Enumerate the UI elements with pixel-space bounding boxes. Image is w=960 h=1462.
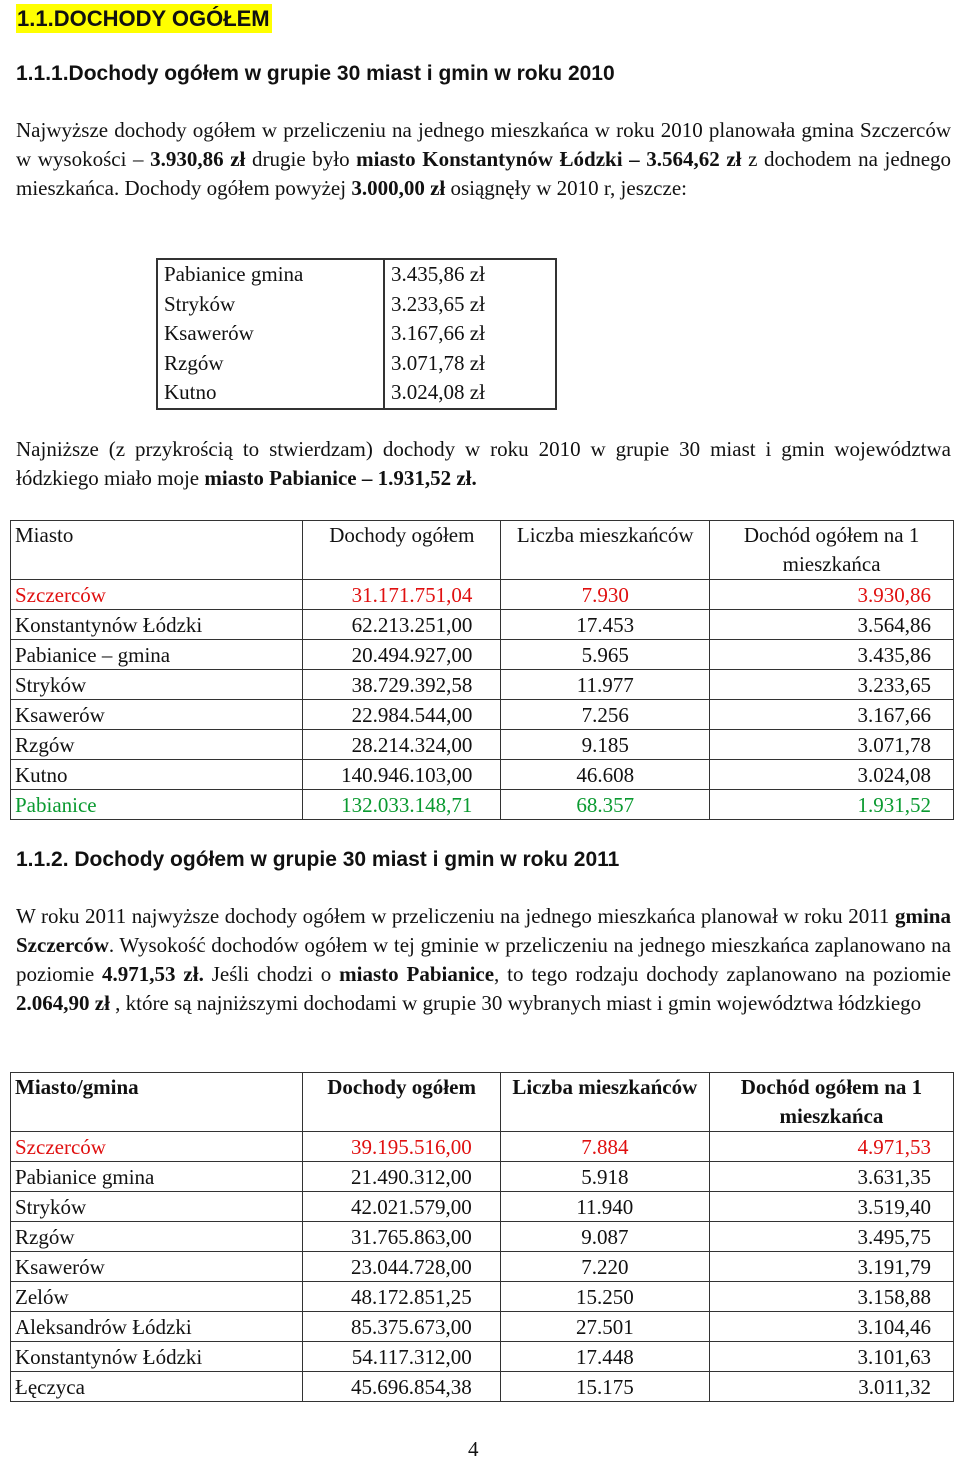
cell-income-per-capita: 3.631,35	[709, 1162, 953, 1192]
cell-total-income: 31.171.751,04	[303, 580, 501, 610]
cell-city: Szczerców	[11, 1132, 303, 1162]
list-item-value: 3.024,08 zł	[391, 380, 485, 404]
cell-city: Pabianice – gmina	[11, 640, 303, 670]
table-2011-body	[11, 1132, 954, 1402]
para-text-5: , które są najniższymi dochodami w grupie 30 wybranych miast i gmin województwa łódzkiego	[109, 991, 922, 1015]
list-item-name: Ksawerów	[164, 321, 254, 345]
table-header-row	[11, 521, 954, 580]
cell-population: 15.175	[500, 1372, 709, 1402]
main-heading: 1.1.DOCHODY OGÓŁEM	[17, 6, 270, 31]
table-row	[11, 1342, 954, 1372]
cell-population: 17.448	[500, 1342, 709, 1372]
cell-population: 46.608	[501, 760, 710, 790]
cell-population: 27.501	[500, 1312, 709, 1342]
cell-income-per-capita: 3.930,86	[710, 580, 954, 610]
cell-total-income: 22.984.544,00	[303, 700, 501, 730]
above-3000-names-cell	[157, 259, 384, 409]
cell-population: 7.930	[501, 580, 710, 610]
cell-total-income: 38.729.392,58	[303, 670, 501, 700]
para-text-2: . Wysokość dochodów ogółem w tej gminie w przeliczeniu na jednego mieszkańca zaplanowano na poziomie	[16, 933, 951, 986]
header-population: Liczba mieszkańców	[500, 1073, 709, 1132]
cell-population: 7.256	[501, 700, 710, 730]
cell-total-income: 23.044.728,00	[303, 1252, 500, 1282]
cell-city: Rzgów	[11, 730, 303, 760]
cell-population: 9.185	[501, 730, 710, 760]
table-row	[11, 700, 954, 730]
list-item-name: Stryków	[164, 291, 236, 316]
cell-population: 5.918	[500, 1162, 709, 1192]
para-text-3: Jeśli chodzi o	[203, 962, 340, 986]
table-2011	[10, 1072, 954, 1402]
para-bold-4: 2.064,90 zł	[16, 991, 110, 1015]
cell-income-per-capita: 4.971,53	[709, 1132, 953, 1162]
cell-city: Konstantynów Łódzki	[11, 1342, 303, 1372]
list-item-name: Kutno	[164, 380, 217, 404]
cell-city: Łęczyca	[11, 1372, 303, 1402]
cell-population: 11.940	[500, 1192, 709, 1222]
para-bold-3: miasto Pabianice	[339, 962, 495, 986]
table-row	[11, 670, 954, 700]
cell-city: Stryków	[11, 1192, 303, 1222]
header-city: Miasto/gmina	[11, 1073, 303, 1132]
cell-income-per-capita: 3.495,75	[709, 1222, 953, 1252]
cell-population: 15.250	[500, 1282, 709, 1312]
table-row	[11, 1312, 954, 1342]
table-row	[11, 790, 954, 820]
cell-city: Konstantynów Łódzki	[11, 610, 303, 640]
table-row	[11, 1252, 954, 1282]
cell-total-income: 45.696.854,38	[303, 1372, 500, 1402]
cell-city: Rzgów	[11, 1222, 303, 1252]
intro-bold-3: 3.000,00 zł	[351, 176, 446, 200]
header-population: Liczba mieszkańców	[501, 521, 710, 580]
cell-population: 5.965	[501, 640, 710, 670]
cell-population: 68.357	[501, 790, 710, 820]
table-row	[11, 730, 954, 760]
cell-income-per-capita: 3.011,32	[709, 1372, 953, 1402]
list-item-value: 3.167,66 zł	[391, 321, 485, 345]
cell-total-income: 21.490.312,00	[303, 1162, 500, 1192]
section-2011-paragraph	[16, 902, 951, 1018]
table-row	[11, 580, 954, 610]
lowest-text: Najniższe (z przykrością to stwierdzam) dochody w roku 2010 w grupie 30 miast i gmin województwa łódzkiego miało moje	[16, 437, 951, 490]
cell-city: Ksawerów	[11, 1252, 303, 1282]
intro-text-2: drugie było	[245, 147, 357, 171]
cell-income-per-capita: 3.024,08	[710, 760, 954, 790]
cell-income-per-capita: 3.167,66	[710, 700, 954, 730]
para-text-4: , to tego rodzaju dochody zaplanowano na poziomie	[494, 962, 951, 986]
table-header-row	[11, 1073, 954, 1132]
cell-city: Ksawerów	[11, 700, 303, 730]
cell-city: Zelów	[11, 1282, 303, 1312]
cell-total-income: 42.021.579,00	[303, 1192, 500, 1222]
cell-total-income: 62.213.251,00	[303, 610, 501, 640]
cell-total-income: 28.214.324,00	[303, 730, 501, 760]
cell-city: Pabianice	[11, 790, 303, 820]
table-2010	[10, 520, 954, 820]
cell-total-income: 140.946.103,00	[303, 760, 501, 790]
cell-population: 11.977	[501, 670, 710, 700]
table-row	[11, 1132, 954, 1162]
table-row	[11, 1222, 954, 1252]
header-total-income: Dochody ogółem	[303, 521, 501, 580]
list-item-value: 3.435,86 zł	[391, 262, 485, 286]
cell-income-per-capita: 3.104,46	[709, 1312, 953, 1342]
cell-income-per-capita: 3.564,86	[710, 610, 954, 640]
list-item-value: 3.233,65 zł	[391, 291, 485, 316]
cell-total-income: 48.172.851,25	[303, 1282, 500, 1312]
cell-total-income: 20.494.927,00	[303, 640, 501, 670]
intro-bold-1: 3.930,86 zł	[150, 147, 246, 171]
table-row	[11, 1162, 954, 1192]
cell-population: 17.453	[501, 610, 710, 640]
cell-income-per-capita: 3.233,65	[710, 670, 954, 700]
cell-total-income: 85.375.673,00	[303, 1312, 500, 1342]
cell-total-income: 39.195.516,00	[303, 1132, 500, 1162]
list-item-value: 3.071,78 zł	[391, 350, 485, 375]
table-row	[11, 1372, 954, 1402]
cell-income-per-capita: 1.931,52	[710, 790, 954, 820]
intro-text-4: osiągnęły w 2010 r, jeszcze:	[445, 176, 687, 200]
cell-city: Aleksandrów Łódzki	[11, 1312, 303, 1342]
cell-total-income: 31.765.863,00	[303, 1222, 500, 1252]
header-total-income: Dochody ogółem	[303, 1073, 500, 1132]
cell-income-per-capita: 3.158,88	[709, 1282, 953, 1312]
cell-population: 9.087	[500, 1222, 709, 1252]
cell-city: Szczerców	[11, 580, 303, 610]
section-2011-heading: 1.1.2. Dochody ogółem w grupie 30 miast i gmin w roku 2011	[16, 848, 620, 871]
table-row	[11, 640, 954, 670]
list-item-name: Rzgów	[164, 350, 224, 375]
table-row	[11, 1282, 954, 1312]
cell-income-per-capita: 3.435,86	[710, 640, 954, 670]
cell-income-per-capita: 3.071,78	[710, 730, 954, 760]
table-row	[11, 760, 954, 790]
cell-city: Stryków	[11, 670, 303, 700]
above-3000-values-cell	[384, 259, 556, 409]
lowest-bold: miasto Pabianice – 1.931,52 zł.	[204, 466, 477, 490]
section-2010-lowest	[16, 435, 951, 493]
para-bold-2: 4.971,53 zł.	[102, 962, 204, 986]
cell-total-income: 132.033.148,71	[303, 790, 501, 820]
section-2010-heading: 1.1.1.Dochody ogółem w grupie 30 miast i gmin w roku 2010	[16, 62, 615, 85]
cell-city: Kutno	[11, 760, 303, 790]
header-income-per-capita: Dochód ogółem na 1 mieszkańca	[710, 521, 954, 580]
para-bold-1: gmina Szczerców	[16, 904, 951, 957]
section-2010-intro	[16, 116, 951, 203]
cell-city: Pabianice gmina	[11, 1162, 303, 1192]
list-item-name: Pabianice gmina	[164, 262, 304, 286]
table-row	[11, 1192, 954, 1222]
cell-income-per-capita: 3.101,63	[709, 1342, 953, 1372]
header-city: Miasto	[11, 521, 303, 580]
above-3000-table	[156, 258, 557, 410]
intro-text-3: z dochodem na jednego mieszkańca. Dochody ogółem powyżej	[16, 147, 952, 200]
cell-population: 7.220	[500, 1252, 709, 1282]
header-income-per-capita: Dochód ogółem na 1 mieszkańca	[709, 1073, 953, 1132]
intro-text-1: Najwyższe dochody ogółem w przeliczeniu na jednego mieszkańca w roku 2010 planowała gmina Szczerców w wysokości –	[16, 118, 951, 171]
cell-income-per-capita: 3.519,40	[709, 1192, 953, 1222]
table-2010-body	[11, 580, 954, 820]
table-row	[11, 610, 954, 640]
page-number: 4	[468, 1437, 479, 1461]
para-text-1: W roku 2011 najwyższe dochody ogółem w przeliczeniu na jednego mieszkańca planował w roku 2011	[16, 904, 895, 928]
cell-income-per-capita: 3.191,79	[709, 1252, 953, 1282]
cell-population: 7.884	[500, 1132, 709, 1162]
intro-bold-2: miasto Konstantynów Łódzki – 3.564,62 zł	[356, 147, 742, 171]
cell-total-income: 54.117.312,00	[303, 1342, 500, 1372]
